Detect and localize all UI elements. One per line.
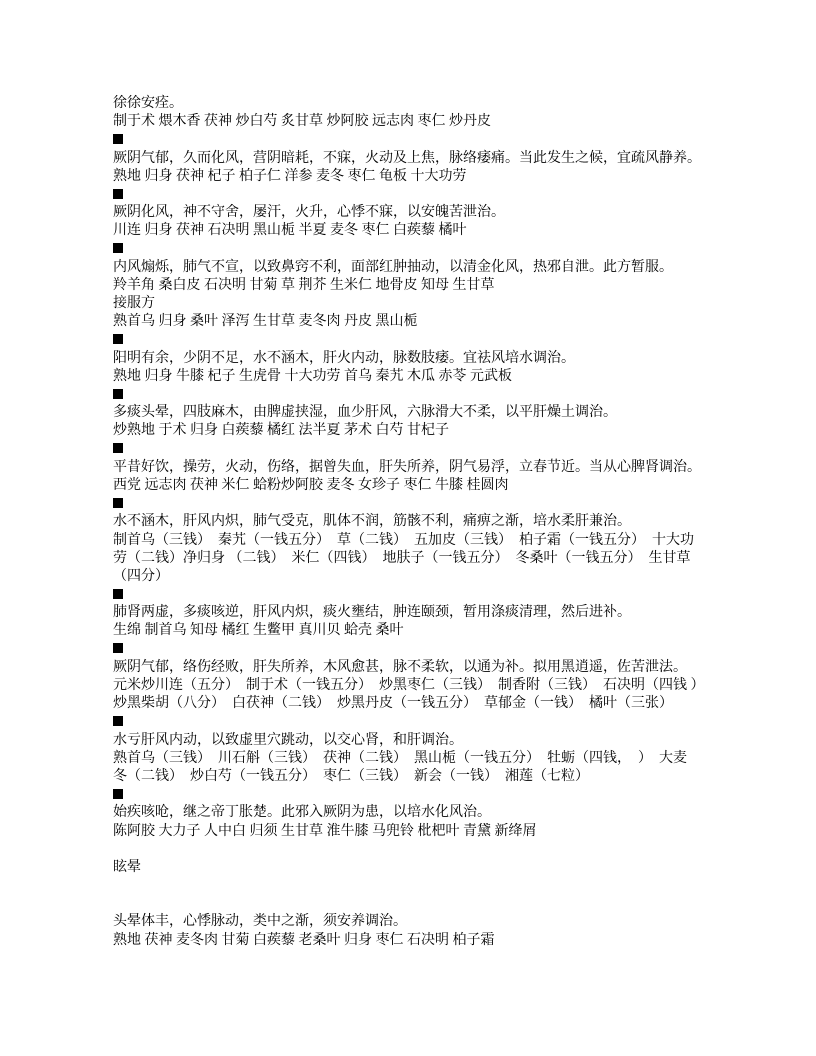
black-square-icon [113, 789, 123, 799]
text-line: 平昔好饮，操劳，火动，伤络，据曾失血，肝失所养，阴气易浮，立春节近。当从心脾肾调治。 [113, 459, 701, 475]
text-line: 陈阿胶 大力子 人中白 归须 生甘草 淮牛膝 马兜铃 枇杷叶 青黛 新绛屑 [113, 823, 537, 839]
text-line: 厥阴气郁，久而化风，营阴暗耗，不寐，火动及上焦，脉络痿痛。当此发生之候，宜疏风静养。 [113, 150, 701, 166]
document-body [113, 95, 773, 950]
text-line: 制于术 煨木香 茯神 炒白芍 炙甘草 炒阿胶 远志肉 枣仁 炒丹皮 [113, 114, 491, 130]
text-line: 熟地 归身 牛膝 杞子 生虎骨 十大功劳 首乌 秦艽 木瓜 赤苓 元武板 [113, 368, 512, 384]
text-line: 肺肾两虚，多痰咳逆，肝风内炽，痰火壅结，肿连颐颈，暂用涤痰清理，然后进补。 [113, 605, 631, 621]
black-square-icon [113, 389, 123, 399]
black-square-icon [113, 134, 123, 144]
section-marker [113, 713, 773, 731]
section-marker [113, 641, 773, 659]
text-line: （四分） [113, 568, 169, 584]
black-square-icon [113, 716, 123, 726]
text-line: 厥阴化风，神不守舍，屡汗，火升，心悸不寐，以安魄苦泄治。 [113, 205, 505, 221]
section-marker [113, 495, 773, 513]
text-line: 元米炒川连（五分） 制于术（一钱五分） 炒黑枣仁（三钱） 制香附（三钱） 石决明（四钱 ） [113, 678, 705, 693]
text-line: 徐徐安痊。 [113, 96, 183, 111]
blank-line [113, 877, 773, 895]
text-line: 羚羊角 桑白皮 石决明 甘菊 草 荆芥 生米仁 地骨皮 知母 生甘草 [113, 277, 495, 293]
section-marker [113, 786, 773, 804]
section-marker [113, 186, 773, 204]
text-line: 水亏肝风内动，以致虚里穴跳动，以交心肾，和肝调治。 [113, 732, 463, 748]
section-marker [113, 331, 773, 349]
text-line: 多痰头晕，四肢麻木，由脾虚挟湿，血少肝风，六脉滑大不柔，以平肝燥土调治。 [113, 405, 617, 421]
text-line: 熟首乌（三钱） 川石斛（三钱） 茯神（二钱） 黑山栀（一钱五分） 牡蛎（四钱， ） 大麦 [113, 750, 687, 766]
blank-line [113, 841, 773, 859]
blank-line [113, 895, 773, 913]
text-line: 厥阴气郁，络伤经败，肝失所养，木风愈甚，脉不柔软，以通为补。拟用黑逍遥，佐苦泄法。 [113, 659, 687, 675]
black-square-icon [113, 643, 123, 653]
text-line: 冬（二钱） 炒白芍（一钱五分） 枣仁（三钱） 新会（一钱） 湘莲（七粒） [113, 768, 589, 784]
black-square-icon [113, 189, 123, 199]
text-line: 熟地 归身 茯神 杞子 柏子仁 洋参 麦冬 枣仁 龟板 十大功劳 [113, 168, 467, 184]
section-heading: 眩晕 [113, 859, 141, 875]
section-marker [113, 386, 773, 404]
text-line: 始疾咳呛，继之帝丁胀楚。此邪入厥阴为患，以培水化风治。 [113, 805, 491, 821]
black-square-icon [113, 498, 123, 508]
text-line: 阳明有余，少阴不足，水不涵木，肝火内动，脉数肢痿。宜祛风培水调治。 [113, 350, 575, 366]
text-line: 制首乌（三钱） 秦艽（一钱五分） 草（二钱） 五加皮（三钱） 柏子霜（一钱五分） 十大功 [113, 532, 694, 548]
text-line: 炒熟地 于术 归身 白蒺藜 橘红 法半夏 茅术 白芍 甘杞子 [113, 423, 449, 439]
black-square-icon [113, 243, 123, 253]
section-marker [113, 131, 773, 149]
text-line: 内风煽烁，肺气不宣，以致鼻窍不利，面部红肿抽动，以清金化风，热邪自泄。此方暂服。 [113, 259, 673, 275]
text-line: 头晕体丰，心悸脉动，类中之渐，须安养调治。 [113, 914, 407, 930]
text-line: 川连 归身 茯神 石决明 黑山栀 半夏 麦冬 枣仁 白蒺藜 橘叶 [113, 223, 467, 239]
text-line: 水不涵木，肝风内炽，肺气受克，肌体不润，筋骸不利，痛痹之渐，培水柔肝兼治。 [113, 514, 631, 530]
text-line: 炒黑柴胡（八分） 白茯神（二钱） 炒黑丹皮（一钱五分） 草郁金（一钱） 橘叶（三张） [113, 696, 673, 712]
text-line: 熟首乌 归身 桑叶 泽泻 生甘草 麦冬肉 丹皮 黑山栀 [113, 314, 418, 330]
text-line: 劳（二钱）净归身 （二钱） 米仁（四钱） 地肤子（一钱五分） 冬桑叶（一钱五分） 生甘草 [113, 550, 691, 566]
text-line: 熟地 茯神 麦冬肉 甘菊 白蒺藜 老桑叶 归身 枣仁 石决明 柏子霜 [113, 932, 495, 948]
section-marker [113, 241, 773, 259]
black-square-icon [113, 334, 123, 344]
section-marker [113, 441, 773, 459]
black-square-icon [113, 443, 123, 453]
text-line: 生绵 制首乌 知母 橘红 生鳖甲 真川贝 蛤壳 桑叶 [113, 623, 404, 639]
black-square-icon [113, 589, 123, 599]
text-line: 西党 远志肉 茯神 米仁 蛤粉炒阿胶 麦冬 女珍子 枣仁 牛膝 桂圆肉 [113, 477, 509, 493]
text-line: 接服方 [113, 296, 155, 312]
section-marker [113, 586, 773, 604]
